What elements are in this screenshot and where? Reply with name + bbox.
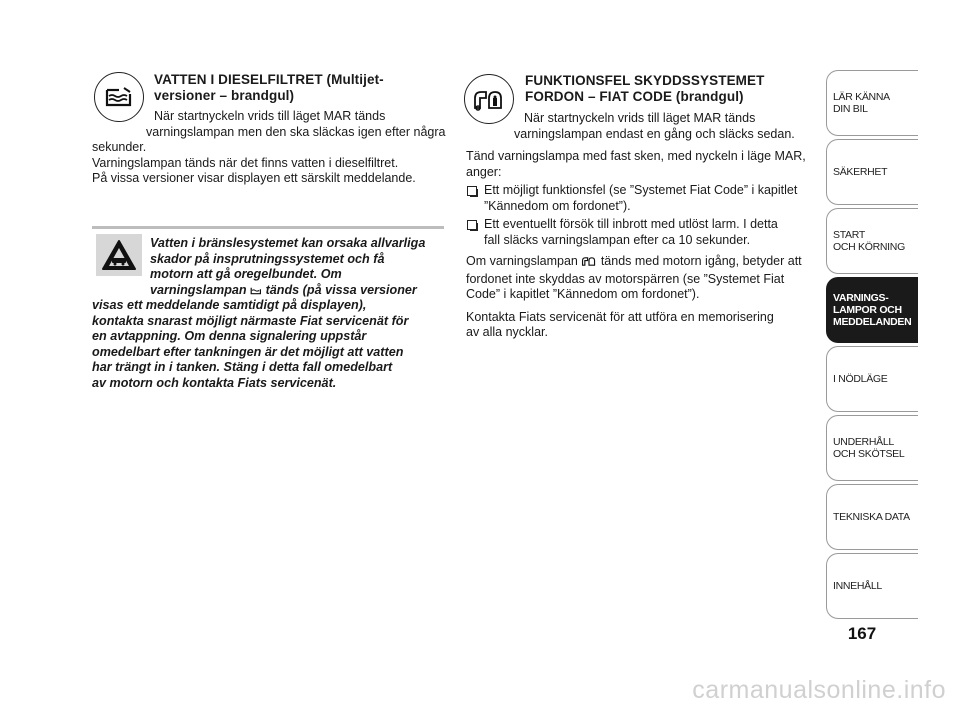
bullet-line: ”Kännedom om fordonet”). bbox=[484, 198, 631, 213]
tab-label-line: START bbox=[833, 229, 865, 241]
tab-label-line: VARNINGS- bbox=[833, 292, 889, 304]
warning-line: kontakta snarast möjligt närmaste Fiat servicenät för bbox=[92, 313, 409, 328]
warning-line-part: tänds (på vissa versioner bbox=[265, 282, 417, 297]
fiat-code-heading bbox=[525, 73, 815, 105]
heading-line: versioner – brandgul) bbox=[154, 88, 295, 103]
fiat-code-key-icon bbox=[581, 255, 597, 272]
tab-i-nodlage[interactable] bbox=[826, 346, 918, 412]
body-line: varningslampan endast en gång och släcks sedan. bbox=[514, 126, 795, 141]
tab-lar-kanna-din-bil[interactable] bbox=[826, 70, 918, 136]
warning-line: en avtappning. Om denna signalering uppstår bbox=[92, 329, 367, 343]
tab-sakerhet[interactable] bbox=[826, 139, 918, 205]
tab-label-line: I NÖDLÄGE bbox=[833, 373, 888, 385]
checkbox-bullet-icon bbox=[467, 186, 477, 196]
body-line: av alla nycklar. bbox=[466, 325, 548, 339]
tab-innehall[interactable] bbox=[826, 553, 918, 619]
checkbox-bullet-icon bbox=[467, 220, 477, 230]
tab-label-line: OCH SKÖTSEL bbox=[833, 448, 905, 460]
tab-label-line: UNDERHÅLL bbox=[833, 436, 894, 448]
body-line: Code” i kapitlet ”Kännedom om fordonet”). bbox=[466, 287, 700, 301]
list-item bbox=[466, 183, 816, 214]
warning-triangle-icon bbox=[101, 239, 137, 271]
warning-line-part: varningslampan bbox=[150, 282, 247, 297]
body-line: När startnyckeln vrids till läget MAR tänds bbox=[524, 111, 756, 125]
tab-label-line: LAMPOR OCH bbox=[833, 304, 902, 316]
tab-label-line: TEKNISKA DATA bbox=[833, 511, 910, 523]
bullet-line: Ett möjligt funktionsfel (se ”Systemet Fiat Code” i kapitlet bbox=[484, 183, 798, 197]
body-line: sekunder. bbox=[92, 140, 147, 154]
body-line: anger: bbox=[466, 164, 502, 179]
tab-label-line: DIN BIL bbox=[833, 103, 868, 115]
tab-tekniska-data[interactable] bbox=[826, 484, 918, 550]
water-filter-heading bbox=[154, 72, 444, 104]
warning-line: Vatten i bränslesystemet kan orsaka allvarliga bbox=[150, 236, 426, 250]
tab-label bbox=[833, 166, 887, 178]
warning-line: omedelbart efter tankningen är det möjligt att vatten bbox=[92, 344, 404, 359]
body-line-part: tänds med motorn igång, betyder att bbox=[600, 254, 802, 268]
tab-varningslampor-och-meddelanden[interactable] bbox=[826, 277, 918, 343]
warning-line: motorn att gå oregelbundet. Om bbox=[150, 267, 342, 281]
warning-box bbox=[96, 234, 142, 276]
watermark: carmanualsonline.info bbox=[692, 676, 946, 704]
tab-label-line: OCH KÖRNING bbox=[833, 241, 905, 253]
tab-start-och-korning[interactable] bbox=[826, 208, 918, 274]
body-line bbox=[466, 254, 816, 272]
tab-label bbox=[833, 229, 905, 253]
warning-line: skador på insprutningssystemet och få bbox=[150, 251, 385, 266]
body-line-part: Om varningslampan bbox=[466, 254, 578, 268]
water-filter-body bbox=[92, 109, 452, 187]
tab-label-line: LÄR KÄNNA bbox=[833, 91, 890, 103]
tab-label bbox=[833, 292, 911, 328]
tab-label bbox=[833, 511, 910, 523]
body-line: Kontakta Fiats servicenät för att utföra en memorisering bbox=[466, 309, 774, 324]
body-line: Varningslampan tänds när det finns vatten i dieselfiltret. bbox=[92, 155, 399, 170]
tab-underhall-och-skotsel[interactable] bbox=[826, 415, 918, 481]
warning-text-indented bbox=[150, 236, 450, 300]
body-line: Tänd varningslampa med fast sken, med nyckeln i läge MAR, bbox=[466, 149, 806, 163]
page-number: 167 bbox=[847, 624, 877, 643]
warning-line: av motorn och kontakta Fiats servicenät. bbox=[92, 375, 337, 390]
heading-line: FUNKTIONSFEL SKYDDSSYSTEMET bbox=[525, 73, 765, 88]
tab-label-line: SÄKERHET bbox=[833, 166, 888, 178]
list-item bbox=[466, 217, 816, 248]
warning-line: har trängt in i tanken. Stäng i detta fall omedelbart bbox=[92, 360, 393, 374]
tab-label bbox=[833, 580, 882, 592]
tab-label-line: MEDDELANDEN bbox=[833, 316, 912, 328]
body-line: På vissa versioner visar displayen ett särskilt meddelande. bbox=[92, 171, 416, 185]
warning-line: visas ett meddelande samtidigt på displayen), bbox=[92, 298, 367, 312]
heading-line: FORDON – FIAT CODE (brandgul) bbox=[525, 89, 744, 104]
warning-text-full bbox=[92, 298, 452, 391]
bullet-line: Ett eventuellt försök till inbrott med utlöst larm. I detta bbox=[484, 217, 778, 231]
section-divider bbox=[92, 226, 444, 229]
tab-label bbox=[833, 91, 890, 115]
body-line: När startnyckeln vrids till läget MAR tänds bbox=[154, 109, 386, 123]
body-line: varningslampan men den ska släckas igen efter några bbox=[146, 124, 446, 139]
heading-line: VATTEN I DIESELFILTRET (Multijet- bbox=[154, 72, 384, 87]
tab-label-line: INNEHÅLL bbox=[833, 580, 882, 592]
body-line: fordonet inte skyddas av motorspärren (se ”Systemet Fiat bbox=[466, 271, 785, 286]
fiat-code-body bbox=[466, 111, 816, 341]
tab-label bbox=[833, 373, 887, 385]
bullet-line: fall släcks varningslampan efter ca 10 sekunder. bbox=[484, 232, 751, 247]
tab-label bbox=[833, 436, 904, 460]
